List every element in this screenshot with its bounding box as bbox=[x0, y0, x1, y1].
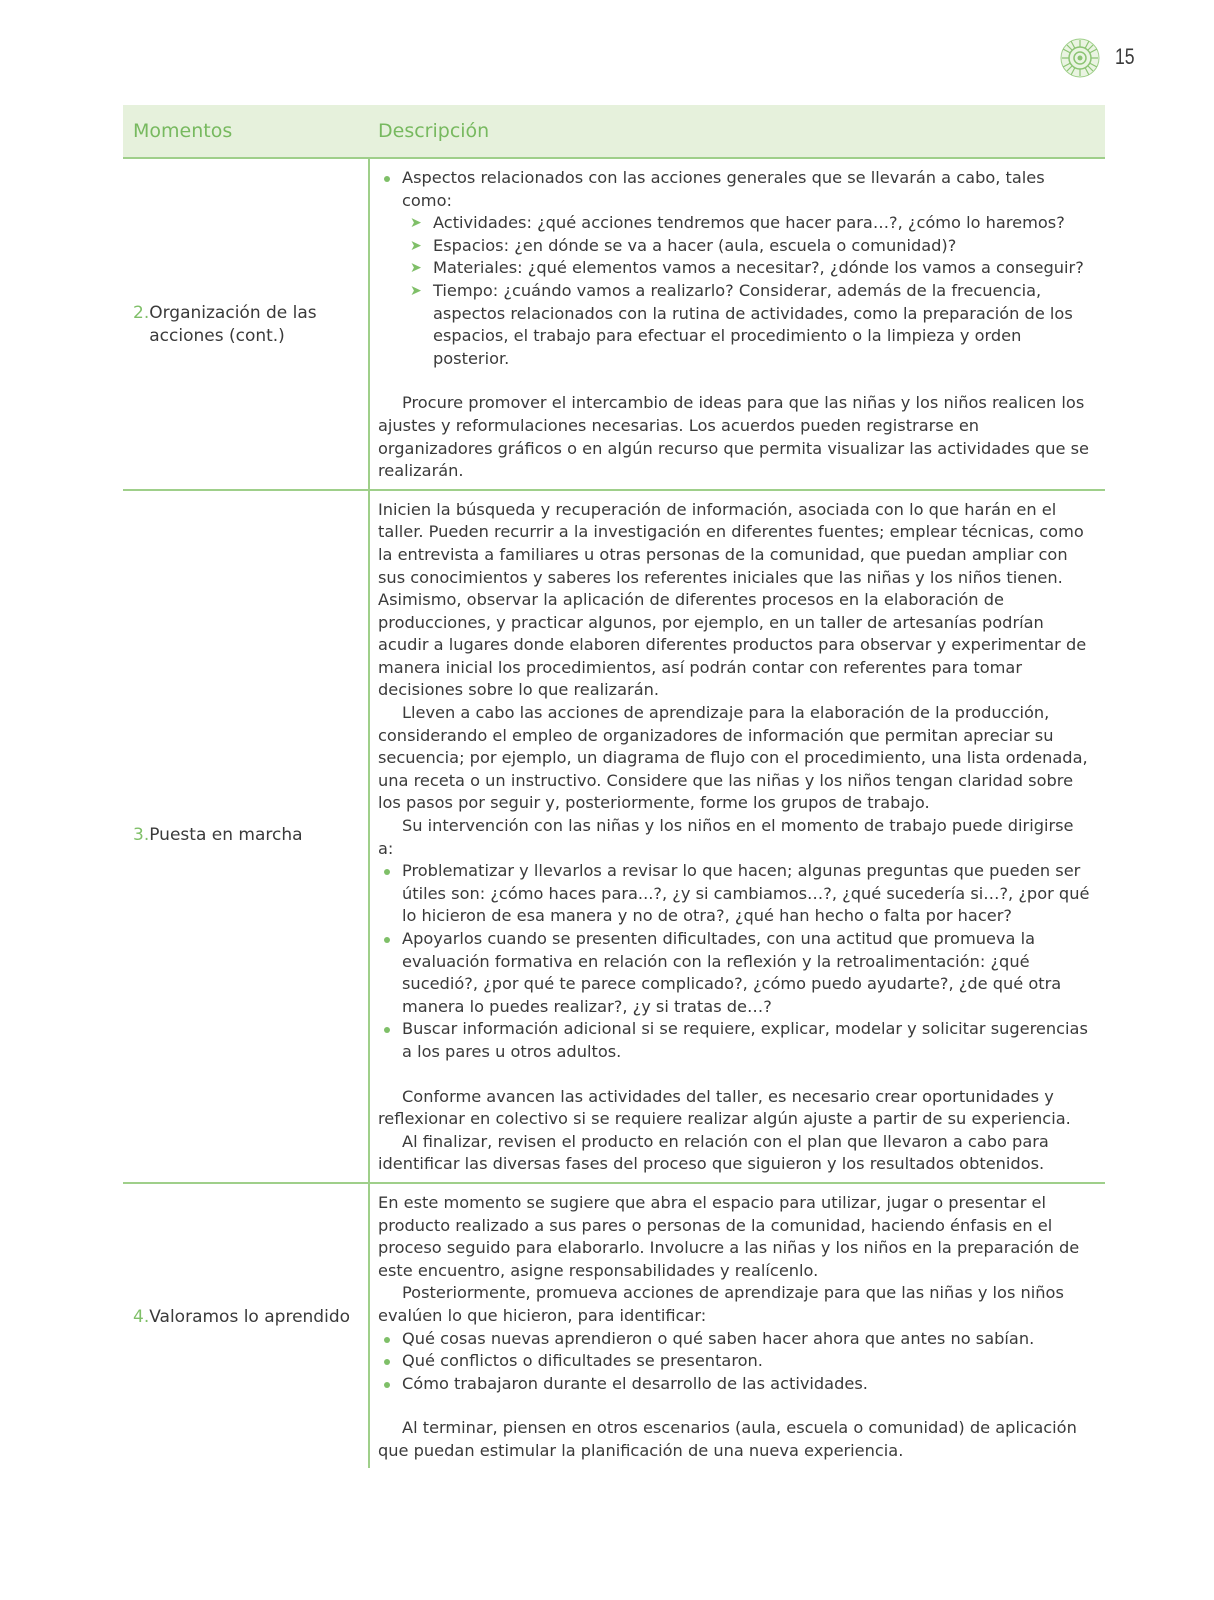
moment-title: Puesta en marcha bbox=[149, 824, 303, 845]
paragraph: Lleven a cabo las acciones de aprendizaje para la elaboración de la producción, considerando el empleo de organizadores de información que permitan apreciar su secuencia; por ejemplo, un diagrama de flujo con el procedimiento, una lista ordenada, una receta o un instructivo. Considere que las niñas y los niños tengan claridad sobre los pasos por seguir y, posteriormente, forme los grupos de trabajo. bbox=[378, 703, 1088, 813]
list-item: Qué conflictos o dificultades se presentaron. bbox=[378, 1350, 1093, 1373]
moments-table bbox=[123, 105, 1105, 1468]
moment-number: 2. bbox=[133, 303, 150, 323]
table-header bbox=[123, 105, 1105, 159]
list-item: Buscar información adicional si se requiere, explicar, modelar y solicitar sugerencias a los pares u otros adultos. bbox=[378, 1018, 1093, 1063]
moment-description bbox=[378, 1184, 1093, 1469]
paragraph: En este momento se sugiere que abra el espacio para utilizar, jugar o presentar el producto realizado a sus pares o personas de la comunidad, haciendo énfasis en el proceso seguido para elaborarlo. Involucre a las niñas y los niños en la preparación de este encuentro, asigne responsabilidades y realícenlo. bbox=[378, 1192, 1080, 1280]
moment-label bbox=[133, 302, 361, 348]
sub-item: ➤ Espacios: ¿en dónde se va a hacer (aula, escuela o comunidad)? bbox=[378, 235, 1093, 258]
paragraph: Inicien la búsqueda y recuperación de información, asociada con lo que harán en el taller. Pueden recurrir a la investigación en diferentes fuentes; emplear técnicas, como la entrevista a familiares u otras personas de la comunidad, que puedan ampliar con sus conocimientos y saberes los referentes iniciales que las niñas y los niños tienen. Asimismo, observar la aplicación de diferentes procesos en la elaboración de producciones, y practicar algunos, por ejemplo, en un taller de artesanías podrían acudir a lugares donde elaboren diferentes productos para observar y experimentar de manera inicial los procedimientos, así podrán contar con referentes para tomar decisiones sobre lo que realizarán. bbox=[378, 499, 1087, 700]
moment-title: Valoramos lo aprendido bbox=[149, 1306, 351, 1327]
arrow-icon: ➤ bbox=[410, 237, 422, 254]
moment-label bbox=[133, 824, 361, 847]
paragraph: Procure promover el intercambio de ideas para que las niñas y los niños realicen los ajustes y reformulaciones necesarias. Los acuerdos pueden registrarse en organizadores gráficos o en algún recurso que permita visualizar las actividades que se realizarán. bbox=[378, 393, 1090, 481]
sub-item: ➤ Materiales: ¿qué elementos vamos a necesitar?, ¿dónde los vamos a conseguir? bbox=[378, 257, 1093, 280]
paragraph: Conforme avancen las actividades del taller, es necesario crear oportunidades y reflexionar en colectivo si se requiere realizar algún ajuste a partir de su experiencia. bbox=[378, 1086, 1071, 1129]
moment-description bbox=[378, 159, 1093, 489]
list-item: Qué cosas nuevas aprendieron o qué saben hacer ahora que antes no sabían. bbox=[378, 1328, 1093, 1351]
list-item: Apoyarlos cuando se presenten dificultades, con una actitud que promueva la evaluación formativa en relación con la reflexión y la retroalimentación: ¿qué sucedió?, ¿por qué te parece complicado?, ¿cómo puedo ayudarte?, ¿de qué otra manera lo puedes realizar?, ¿y si tratas de…? bbox=[378, 928, 1093, 1018]
table-row bbox=[123, 491, 1105, 1184]
moment-number: 4. bbox=[133, 1306, 150, 1327]
table-row bbox=[123, 159, 1105, 491]
moment-title: Organización de las acciones (cont.) bbox=[149, 303, 317, 346]
paragraph: Al terminar, piensen en otros escenarios (aula, escuela o comunidad) de aplicación que puedan estimular la planificación de una nueva experiencia. bbox=[378, 1418, 1077, 1460]
header-moments: Momentos bbox=[133, 120, 233, 142]
table-row bbox=[123, 1184, 1105, 1469]
list-item: Aspectos relacionados con las acciones generales que se llevarán a cabo, tales como: bbox=[378, 167, 1093, 212]
moment-label bbox=[133, 1306, 361, 1329]
arrow-icon: ➤ bbox=[410, 282, 422, 299]
page-header bbox=[1060, 38, 1150, 82]
paragraph: Al finalizar, revisen el producto en relación con el plan que llevaron a cabo para identificar las diversas fases del proceso que siguieron y los resultados obtenidos. bbox=[378, 1131, 1049, 1174]
list-item: Cómo trabajaron durante el desarrollo de las actividades. bbox=[378, 1373, 1093, 1396]
arrow-icon: ➤ bbox=[410, 260, 422, 277]
moment-description bbox=[378, 491, 1093, 1182]
paragraph: Su intervención con las niñas y los niños en el momento de trabajo puede dirigirse a: bbox=[378, 816, 1074, 858]
sub-item: ➤ Tiempo: ¿cuándo vamos a realizarlo? Considerar, además de la frecuencia, aspectos relacionados con la rutina de actividades, como la preparación de los espacios, el trabajo para efectuar el procedimiento o la limpieza y orden posterior. bbox=[410, 280, 1073, 368]
sub-item: ➤ Actividades: ¿qué acciones tendremos que hacer para…?, ¿cómo lo haremos? bbox=[378, 212, 1093, 235]
header-description: Descripción bbox=[378, 120, 490, 142]
page-number: 15 bbox=[1115, 44, 1135, 69]
paragraph: Posteriormente, promueva acciones de aprendizaje para que las niñas y los niños evalúen lo que hicieron, para identificar: bbox=[378, 1283, 1064, 1325]
list-item: Problematizar y llevarlos a revisar lo que hacen; algunas preguntas que pueden ser útiles son: ¿cómo haces para...?, ¿y si cambiamos…?, ¿qué sucedería si…?, ¿por qué lo hicieron de esa manera y no de otra?, ¿qué han hecho o falta por hacer? bbox=[378, 860, 1093, 928]
moment-number: 3. bbox=[133, 824, 150, 845]
arrow-icon: ➤ bbox=[410, 215, 422, 232]
seal-icon bbox=[1060, 38, 1100, 78]
